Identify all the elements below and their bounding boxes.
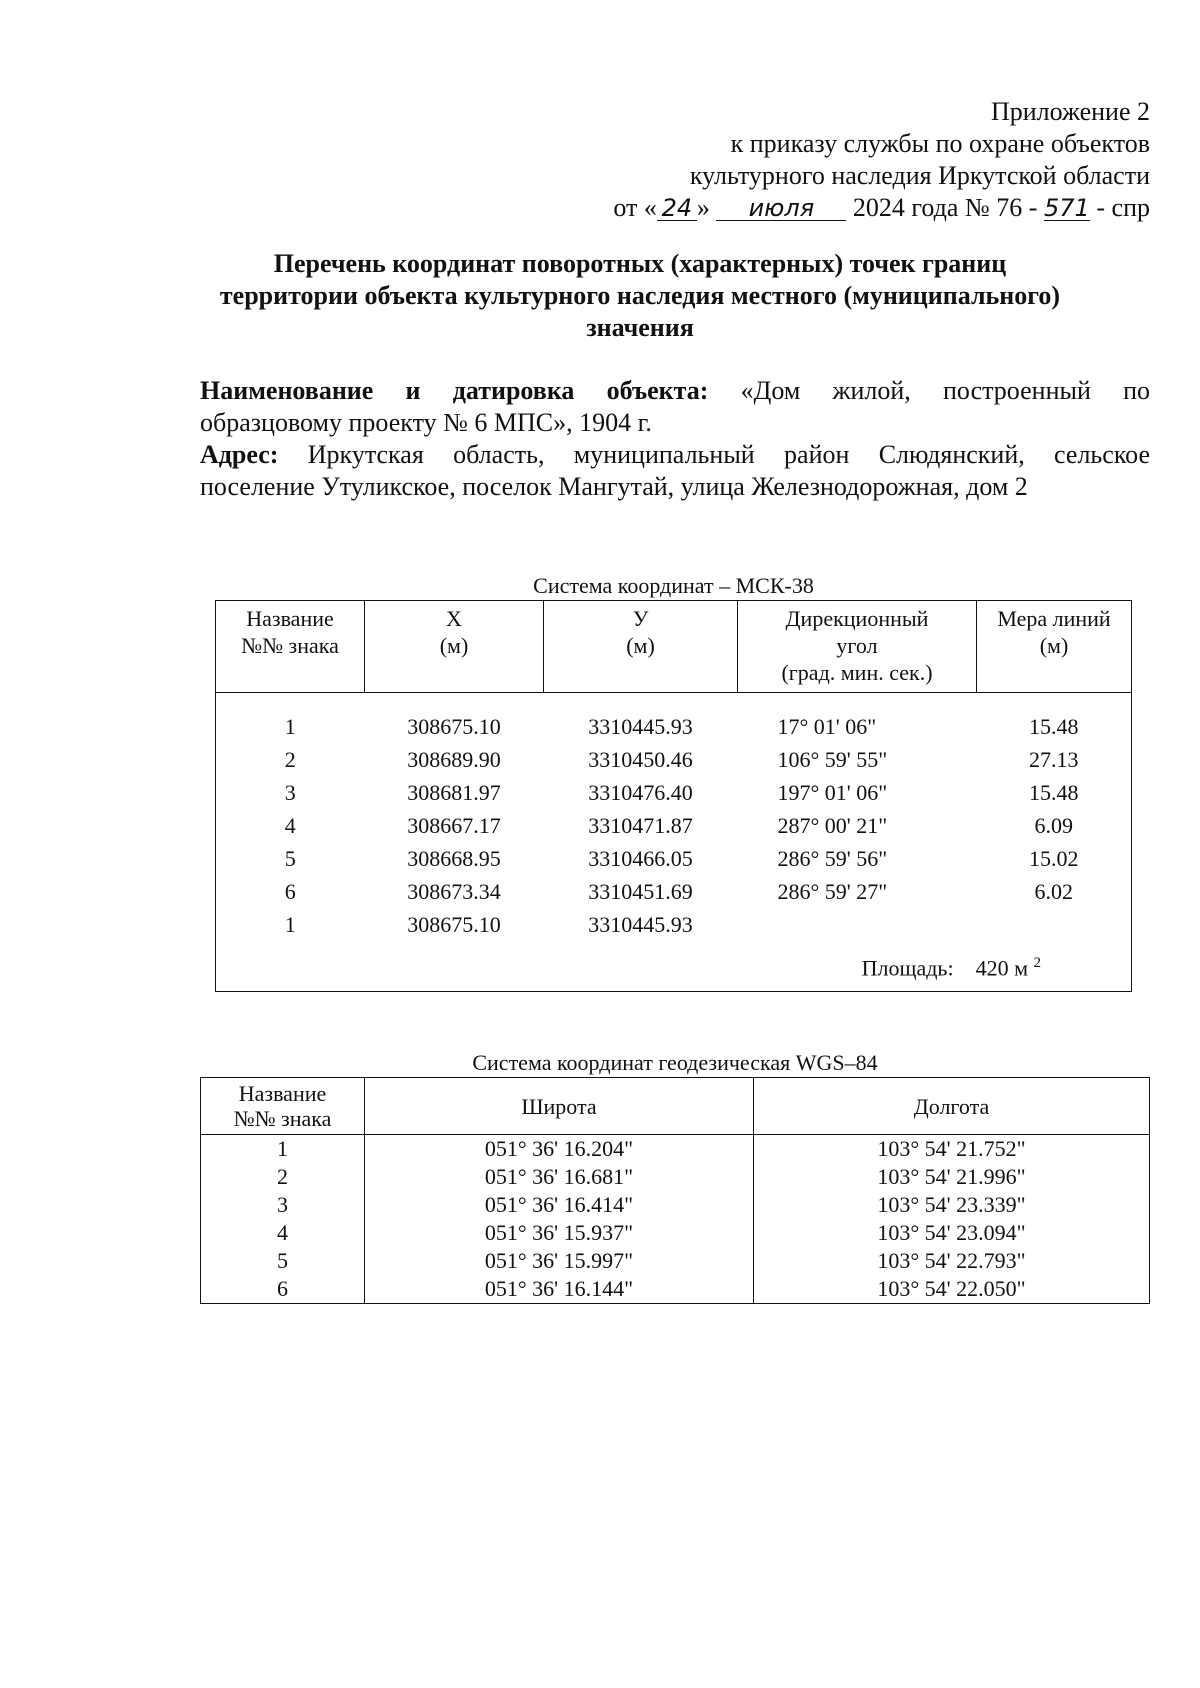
msk-y-value: 3310450.46 (588, 747, 693, 773)
wgs-point-number: 6 (201, 1275, 365, 1304)
msk-length-value: 6.02 (977, 875, 1132, 908)
msk-header-x (365, 601, 544, 693)
msk-angle-value: 106° 59' 55" (777, 747, 888, 773)
msk-length-value: 6.09 (977, 810, 1132, 843)
msk-y-value: 3310445.93 (588, 911, 693, 937)
wgs-point-number: 2 (201, 1163, 365, 1191)
title-line-2: территории объекта культурного наследия местного (муниципального) (219, 281, 1061, 310)
msk-header-angle (738, 601, 977, 693)
address-line-1 (200, 439, 1150, 471)
handwritten-month: июля (716, 196, 846, 221)
msk-x-value: 308681.97 (407, 780, 501, 806)
object-name-value-1: «Дом жилой, построенный по (740, 376, 1150, 405)
msk-point-number: 2 (216, 744, 365, 777)
msk-x-value: 308675.10 (407, 911, 501, 937)
msk-length-value: 15.02 (977, 842, 1132, 875)
wgs-caption: Система координат геодезическая WGS–84 (472, 1050, 878, 1075)
msk-header-angle-2: угол (836, 633, 878, 658)
order-reference-line: к приказу службы по охране объектов (730, 129, 1150, 158)
msk-header-length-2: (м) (1039, 633, 1069, 658)
wgs-longitude-value: 103° 54' 22.793" (754, 1247, 1150, 1275)
wgs-header-name (201, 1078, 365, 1135)
table-row (201, 1275, 1150, 1304)
msk-angle-value: 197° 01' 06" (777, 780, 888, 806)
date-year: 2024 года № 76 - (852, 193, 1038, 222)
wgs-point-number: 3 (201, 1191, 365, 1219)
table-row (216, 842, 1132, 875)
msk-x-value: 308675.10 (407, 714, 501, 740)
handwritten-day: 24 (657, 196, 697, 221)
title-line-3: значения (586, 313, 694, 342)
address-label: Адрес: (200, 440, 279, 469)
msk-x-value: 308667.17 (407, 812, 501, 838)
table-row (216, 810, 1132, 843)
date-prefix: от « (613, 193, 657, 222)
msk-angle-value: 286° 59' 56" (777, 845, 888, 871)
address-line-2: поселение Утуликское, поселок Мангутай, улица Железнодорожная, дом 2 (200, 472, 1028, 501)
order-authority-line: культурного наследия Иркутской области (689, 161, 1150, 190)
msk-y-value: 3310466.05 (588, 845, 693, 871)
msk-length-value: 15.48 (977, 777, 1132, 810)
wgs-longitude-value: 103° 54' 21.996" (754, 1163, 1150, 1191)
msk-y-value: 3310471.87 (588, 812, 693, 838)
area-exponent: 2 (1033, 955, 1041, 972)
wgs-header-row (201, 1078, 1150, 1135)
table-row (201, 1135, 1150, 1164)
msk-header-name-1: Название (246, 606, 334, 631)
wgs-header-name-1: Название (238, 1081, 327, 1106)
msk-header-y-2: (м) (626, 633, 655, 658)
wgs-point-number: 1 (201, 1135, 365, 1164)
wgs-longitude-value: 103° 54' 23.339" (754, 1191, 1150, 1219)
object-name-line-2: образцовому проекту № 6 МПС», 1904 г. (200, 408, 652, 437)
msk-header-x-1: X (446, 606, 462, 631)
msk-length-value: 27.13 (977, 744, 1132, 777)
document-title (190, 248, 1090, 344)
date-mid: » (696, 193, 710, 222)
object-name-label: Наименование и датировка объекта: (200, 376, 709, 405)
object-description (200, 375, 1150, 503)
msk-coordinates-table (215, 600, 1132, 992)
msk-header-y-1: У (632, 606, 649, 631)
msk-header-length-1: Мера линий (997, 606, 1111, 631)
msk-point-number: 4 (216, 810, 365, 843)
msk-x-value: 308673.34 (407, 878, 501, 904)
wgs-latitude-value: 051° 36' 16.144" (365, 1275, 754, 1304)
msk-y-value: 3310451.69 (588, 878, 693, 904)
wgs-longitude-value: 103° 54' 21.752" (754, 1135, 1150, 1164)
title-line-1: Перечень координат поворотных (характерных) точек границ (273, 249, 1007, 278)
msk-header-name (216, 601, 365, 693)
wgs-latitude-value: 051° 36' 16.681" (365, 1163, 754, 1191)
msk-point-number: 6 (216, 875, 365, 908)
msk-header-x-2: (м) (439, 633, 469, 658)
msk-x-value: 308689.90 (407, 747, 501, 773)
table-row (216, 777, 1132, 810)
table-row (216, 711, 1132, 744)
msk-header-length (977, 601, 1132, 693)
msk-point-number: 3 (216, 777, 365, 810)
wgs-latitude-value: 051° 36' 15.937" (365, 1219, 754, 1247)
handwritten-order-number: 571 (1043, 194, 1090, 222)
msk-angle-value (738, 908, 977, 941)
msk-length-value: 15.48 (977, 711, 1132, 744)
msk-area-cell (216, 941, 1132, 992)
msk-header-row (216, 601, 1132, 693)
wgs-latitude-value: 051° 36' 16.204" (365, 1135, 754, 1164)
msk-angle-value: 286° 59' 27" (777, 878, 888, 904)
msk-angle-value: 287° 00' 21" (777, 812, 888, 838)
table-row (201, 1163, 1150, 1191)
table-row (216, 744, 1132, 777)
order-suffix: - спр (1096, 193, 1150, 222)
object-name-line-1 (200, 375, 1150, 407)
wgs-header-longitude: Долгота (754, 1078, 1150, 1135)
appendix-header (550, 96, 1150, 224)
msk-header-angle-3: (град. мин. сек.) (781, 660, 933, 685)
msk-y-value: 3310476.40 (588, 780, 693, 806)
table-row (201, 1247, 1150, 1275)
msk-point-number: 1 (216, 711, 365, 744)
appendix-number: Приложение 2 (990, 97, 1150, 126)
table-row (201, 1219, 1150, 1247)
table-row (216, 908, 1132, 941)
msk-caption: Система координат – МСК-38 (533, 573, 814, 598)
table-row (216, 875, 1132, 908)
wgs-longitude-value: 103° 54' 23.094" (754, 1219, 1150, 1247)
wgs-header-latitude: Широта (365, 1078, 754, 1135)
msk-area-row (216, 941, 1132, 992)
msk-angle-value: 17° 01' 06" (777, 714, 877, 740)
msk-point-number: 1 (216, 908, 365, 941)
area-value: 420 м (975, 955, 1028, 981)
msk-y-value: 3310445.93 (588, 714, 693, 740)
wgs-point-number: 4 (201, 1219, 365, 1247)
msk-length-value (977, 908, 1132, 941)
msk-header-y (544, 601, 738, 693)
wgs-point-number: 5 (201, 1247, 365, 1275)
msk-point-number: 5 (216, 842, 365, 875)
wgs-coordinates-table (200, 1077, 1150, 1304)
area-label: Площадь: (861, 955, 954, 981)
wgs-header-name-2: №№ знака (233, 1106, 332, 1131)
order-date-line (550, 192, 1150, 224)
wgs-latitude-value: 051° 36' 16.414" (365, 1191, 754, 1219)
msk-header-name-2: №№ знака (241, 633, 339, 658)
msk-x-value: 308668.95 (407, 845, 501, 871)
table-row (201, 1191, 1150, 1219)
wgs-latitude-value: 051° 36' 15.997" (365, 1247, 754, 1275)
msk-spacer-row (216, 693, 1132, 712)
msk-header-angle-1: Дирекционный (785, 606, 929, 631)
wgs-longitude-value: 103° 54' 22.050" (754, 1275, 1150, 1304)
address-value-1: Иркутская область, муниципальный район Слюдянский, сельское (307, 440, 1150, 469)
